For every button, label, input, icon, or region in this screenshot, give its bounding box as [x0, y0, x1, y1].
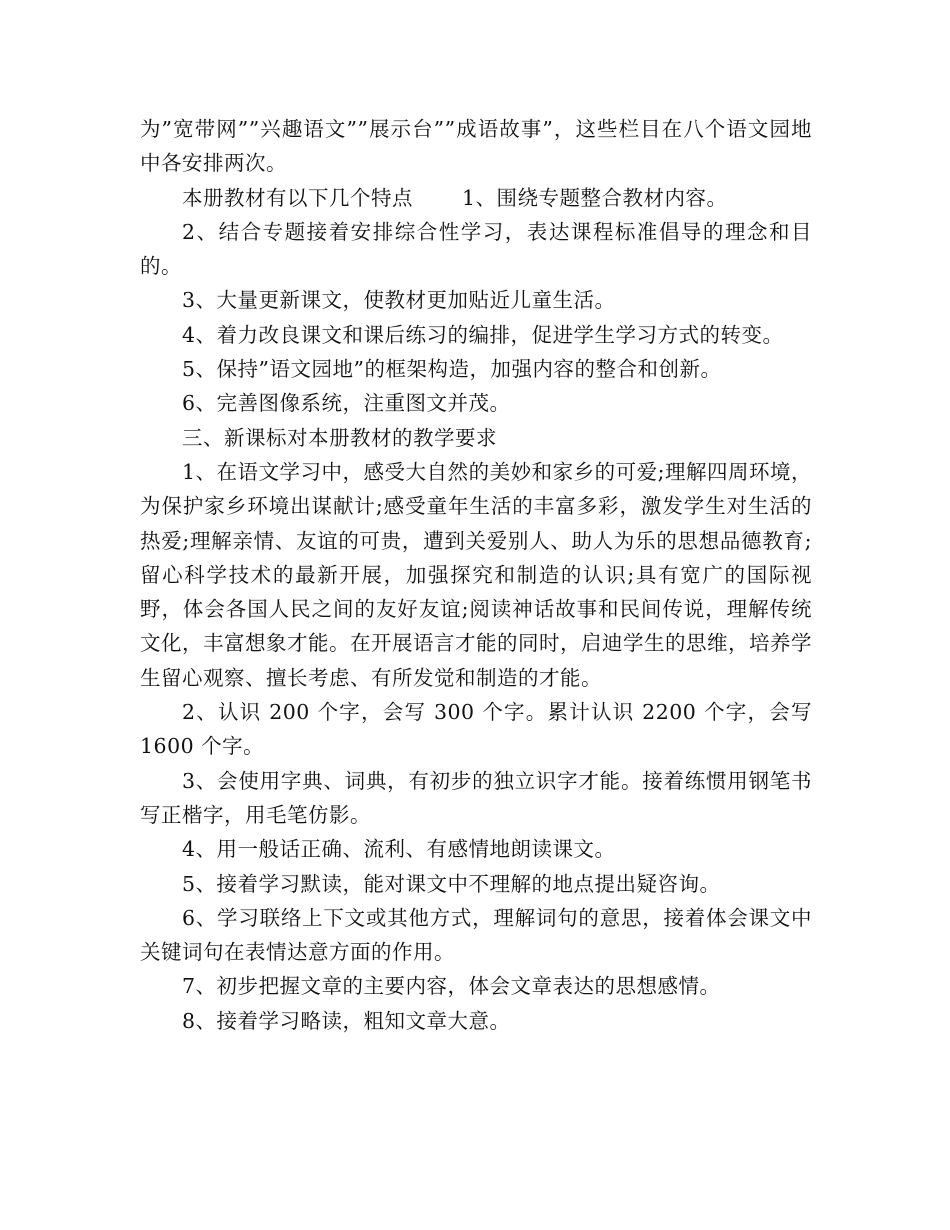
paragraph-requirement-3: 3、会使用字典、词典，有初步的独立识字才能。接着练惯用钢笔书写正楷字，用毛笔仿影。 [140, 768, 812, 827]
document-page [140, 112, 812, 1038]
paragraph-feature-3: 3、大量更新课文，使教材更加贴近儿童生活。 [182, 288, 616, 313]
paragraph-feature-5: 5、保持”语文园地”的框架构造，加强内容的整合和创新。 [182, 357, 722, 382]
paragraph-requirement-2: 2、认识 200 个字，会写 300 个字。累计认识 2200 个字，会写1600 个字。 [140, 700, 812, 759]
paragraph-requirement-8: 8、接着学习略读，粗知文章大意。 [182, 1008, 511, 1033]
paragraph-feature-2: 2、结合专题接着安排综合性学习，表达课程标准倡导的理念和目的。 [140, 219, 812, 279]
paragraph-requirement-6: 6、学习联络上下文或其他方式，理解词句的意思，接着体会课文中关键词句在表情达意方面的作用。 [140, 905, 812, 965]
section-heading-requirements: 三、新课标对本册教材的教学要求 [182, 425, 497, 450]
paragraph-requirement-7: 7、初步把握文章的主要内容，体会文章表达的思想感情。 [182, 974, 721, 999]
paragraph-requirement-4: 4、用一般话正确、流利、有感情地朗读课文。 [182, 837, 616, 862]
paragraph-requirement-1: 1、在语文学习中，感受大自然的美妙和家乡的可爱;理解四周环境，为保护家乡环境出谋献计;感受童年生活的丰富多彩，激发学生对生活的热爱;理解亲情、友谊的可贵，遭到关爱别人、助人为乐的思想品德教育;留心科学技术的最新开展，加强探究和制造的认识;具有宽广的国际视野，体会各国人民之间的友好友谊;阅读神话故事和民间传说，理解传统文化，丰富想象才能。在开展语言才能的同时，启迪学生的思维，培养学生留心观察、擅长考虑、有所发觉和制造的才能。 [140, 459, 812, 690]
paragraph-requirement-5: 5、接着学习默读，能对课文中不理解的地点提出疑咨询。 [182, 871, 721, 896]
paragraph-features-heading: 本册教材有以下几个特点 1、围绕专题整合教材内容。 [182, 185, 728, 210]
paragraph-columns-intro: 为”宽带网””兴趣语文””展示台””成语故事”，这些栏目在八个语文园地中各安排两次。 [140, 117, 812, 176]
paragraph-feature-6: 6、完善图像系统，注重图文并茂。 [182, 391, 511, 416]
paragraph-feature-4: 4、着力改良课文和课后练习的编排，促进学生学习方式的转变。 [182, 322, 784, 347]
